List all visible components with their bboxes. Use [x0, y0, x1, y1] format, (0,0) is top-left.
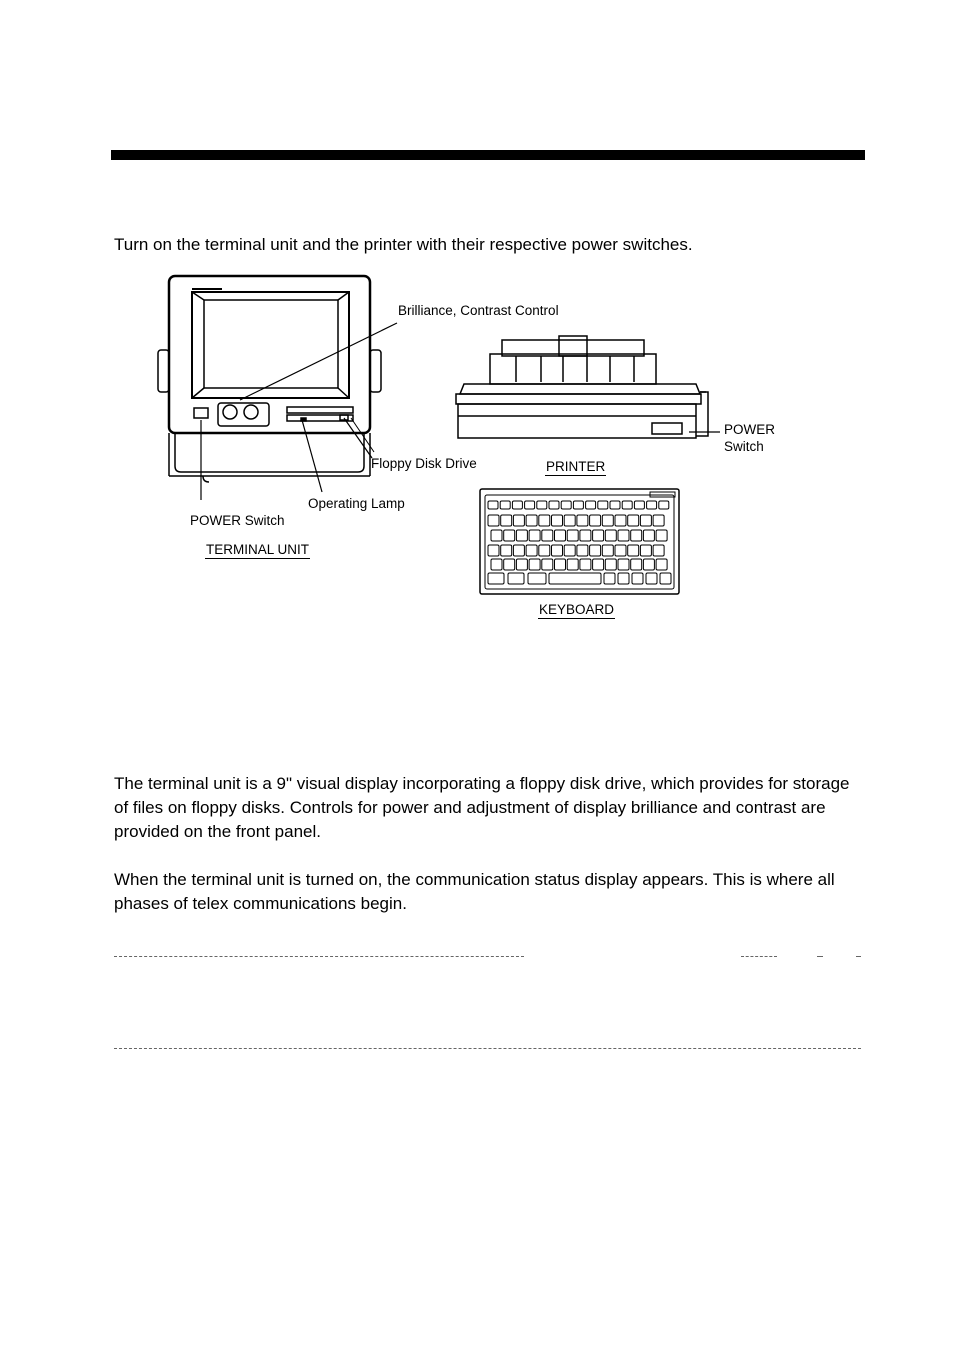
description-paragraph-2: When the terminal unit is turned on, the communication status display appears. This is where all phases of telex communications begin.	[114, 870, 835, 913]
keyboard-key	[488, 501, 498, 509]
keyboard-key	[656, 530, 667, 541]
keyboard-key	[525, 501, 535, 509]
description-paragraph-1: The terminal unit is a 9" visual display incorporating a floppy disk drive, which provides for storage of files on floppy disks. Controls for power and adjustment of display brilliance and contrast are provided on the front panel.	[114, 774, 850, 841]
keyboard-key	[564, 545, 575, 556]
keyboard-key	[526, 515, 537, 526]
keyboard-key	[659, 501, 669, 509]
keyboard-key	[618, 573, 629, 584]
keyboard-key	[555, 559, 566, 570]
keyboard-key	[549, 573, 601, 584]
keyboard-key	[500, 501, 510, 509]
keyboard-key	[516, 530, 527, 541]
printer-power-label-line2: Switch	[724, 439, 764, 454]
keyboard-key	[501, 545, 512, 556]
keyboard-key	[610, 501, 620, 509]
keyboard-key	[549, 501, 559, 509]
keyboard-key	[602, 515, 613, 526]
terminal-unit-caption: TERMINAL UNIT	[206, 542, 310, 557]
keyboard-key	[555, 530, 566, 541]
keyboard-key	[618, 530, 629, 541]
keyboard-key	[567, 559, 578, 570]
keyboard-key	[660, 573, 671, 584]
intro-paragraph: Turn on the terminal unit and the printer with their respective power switches.	[114, 235, 693, 254]
keyboard-key	[640, 545, 651, 556]
keyboard-key	[656, 559, 667, 570]
keyboard-key	[634, 501, 644, 509]
keyboard-key	[573, 501, 583, 509]
note-box-top-border-fragment	[817, 956, 823, 957]
keyboard-key	[632, 573, 643, 584]
brilliance-contrast-label: Brilliance, Contrast Control	[398, 303, 559, 318]
keyboard-key	[537, 501, 547, 509]
keyboard-key	[653, 515, 664, 526]
keyboard-key	[528, 573, 546, 584]
keyboard-key	[561, 501, 571, 509]
keyboard-key	[491, 530, 502, 541]
keyboard-key	[615, 515, 626, 526]
keyboard-key	[580, 530, 591, 541]
keyboard-key	[605, 559, 616, 570]
floppy-disk-drive-label: Floppy Disk Drive	[371, 456, 477, 471]
keyboard-key	[643, 559, 654, 570]
keyboard-key	[512, 501, 522, 509]
keyboard-key	[647, 501, 657, 509]
keyboard-key	[516, 559, 527, 570]
keyboard-key	[513, 545, 524, 556]
keyboard-key	[488, 515, 499, 526]
keyboard-key	[504, 559, 515, 570]
keyboard-key	[590, 545, 601, 556]
note-box-top-border-fragment	[741, 956, 777, 957]
keyboard-key	[604, 573, 615, 584]
keyboard-key	[529, 559, 540, 570]
keyboard-key	[564, 515, 575, 526]
keyboard-key	[501, 515, 512, 526]
keyboard-key	[631, 559, 642, 570]
keyboard-key	[526, 545, 537, 556]
keyboard-key	[628, 515, 639, 526]
keyboard-key	[567, 530, 578, 541]
keyboard-key	[529, 530, 540, 541]
keyboard-key	[539, 545, 550, 556]
keyboard-key	[593, 559, 604, 570]
keyboard-key	[488, 545, 499, 556]
keyboard-key	[631, 530, 642, 541]
keyboard-key	[602, 545, 613, 556]
note-box-bottom-border	[114, 1048, 861, 1049]
keyboard-key	[577, 545, 588, 556]
printer-drawing	[456, 336, 720, 438]
keyboard-key	[590, 515, 601, 526]
keyboard-key	[504, 530, 515, 541]
keyboard-key	[646, 573, 657, 584]
keyboard-key	[598, 501, 608, 509]
keyboard-key	[615, 545, 626, 556]
keyboard-key	[622, 501, 632, 509]
keyboard-key	[640, 515, 651, 526]
equipment-figure	[0, 0, 954, 640]
keyboard-key	[488, 573, 504, 584]
printer-caption: PRINTER	[546, 459, 606, 474]
keyboard-key	[552, 545, 563, 556]
keyboard-key	[618, 559, 629, 570]
keyboard-key	[586, 501, 596, 509]
note-box-top-border-fragment	[856, 956, 861, 957]
keyboard-key	[593, 530, 604, 541]
keyboard-caption: KEYBOARD	[539, 602, 615, 617]
keyboard-key	[552, 515, 563, 526]
keyboard-key	[577, 515, 588, 526]
keyboard-key	[653, 545, 664, 556]
keyboard-key	[513, 515, 524, 526]
keyboard-key	[491, 559, 502, 570]
note-box-top-border	[114, 956, 524, 957]
keyboard-key	[508, 573, 524, 584]
keyboard-key	[643, 530, 654, 541]
keyboard-key	[605, 530, 616, 541]
printer-power-label-line1: POWER	[724, 422, 776, 437]
keyboard-key	[542, 530, 553, 541]
terminal-power-switch-label: POWER Switch	[190, 513, 285, 528]
keyboard-key	[539, 515, 550, 526]
keyboard-key	[542, 559, 553, 570]
keyboard-key	[580, 559, 591, 570]
keyboard-key	[628, 545, 639, 556]
keyboard-drawing	[480, 489, 679, 594]
operating-lamp-label: Operating Lamp	[308, 496, 405, 511]
terminal-unit-drawing	[158, 276, 381, 482]
